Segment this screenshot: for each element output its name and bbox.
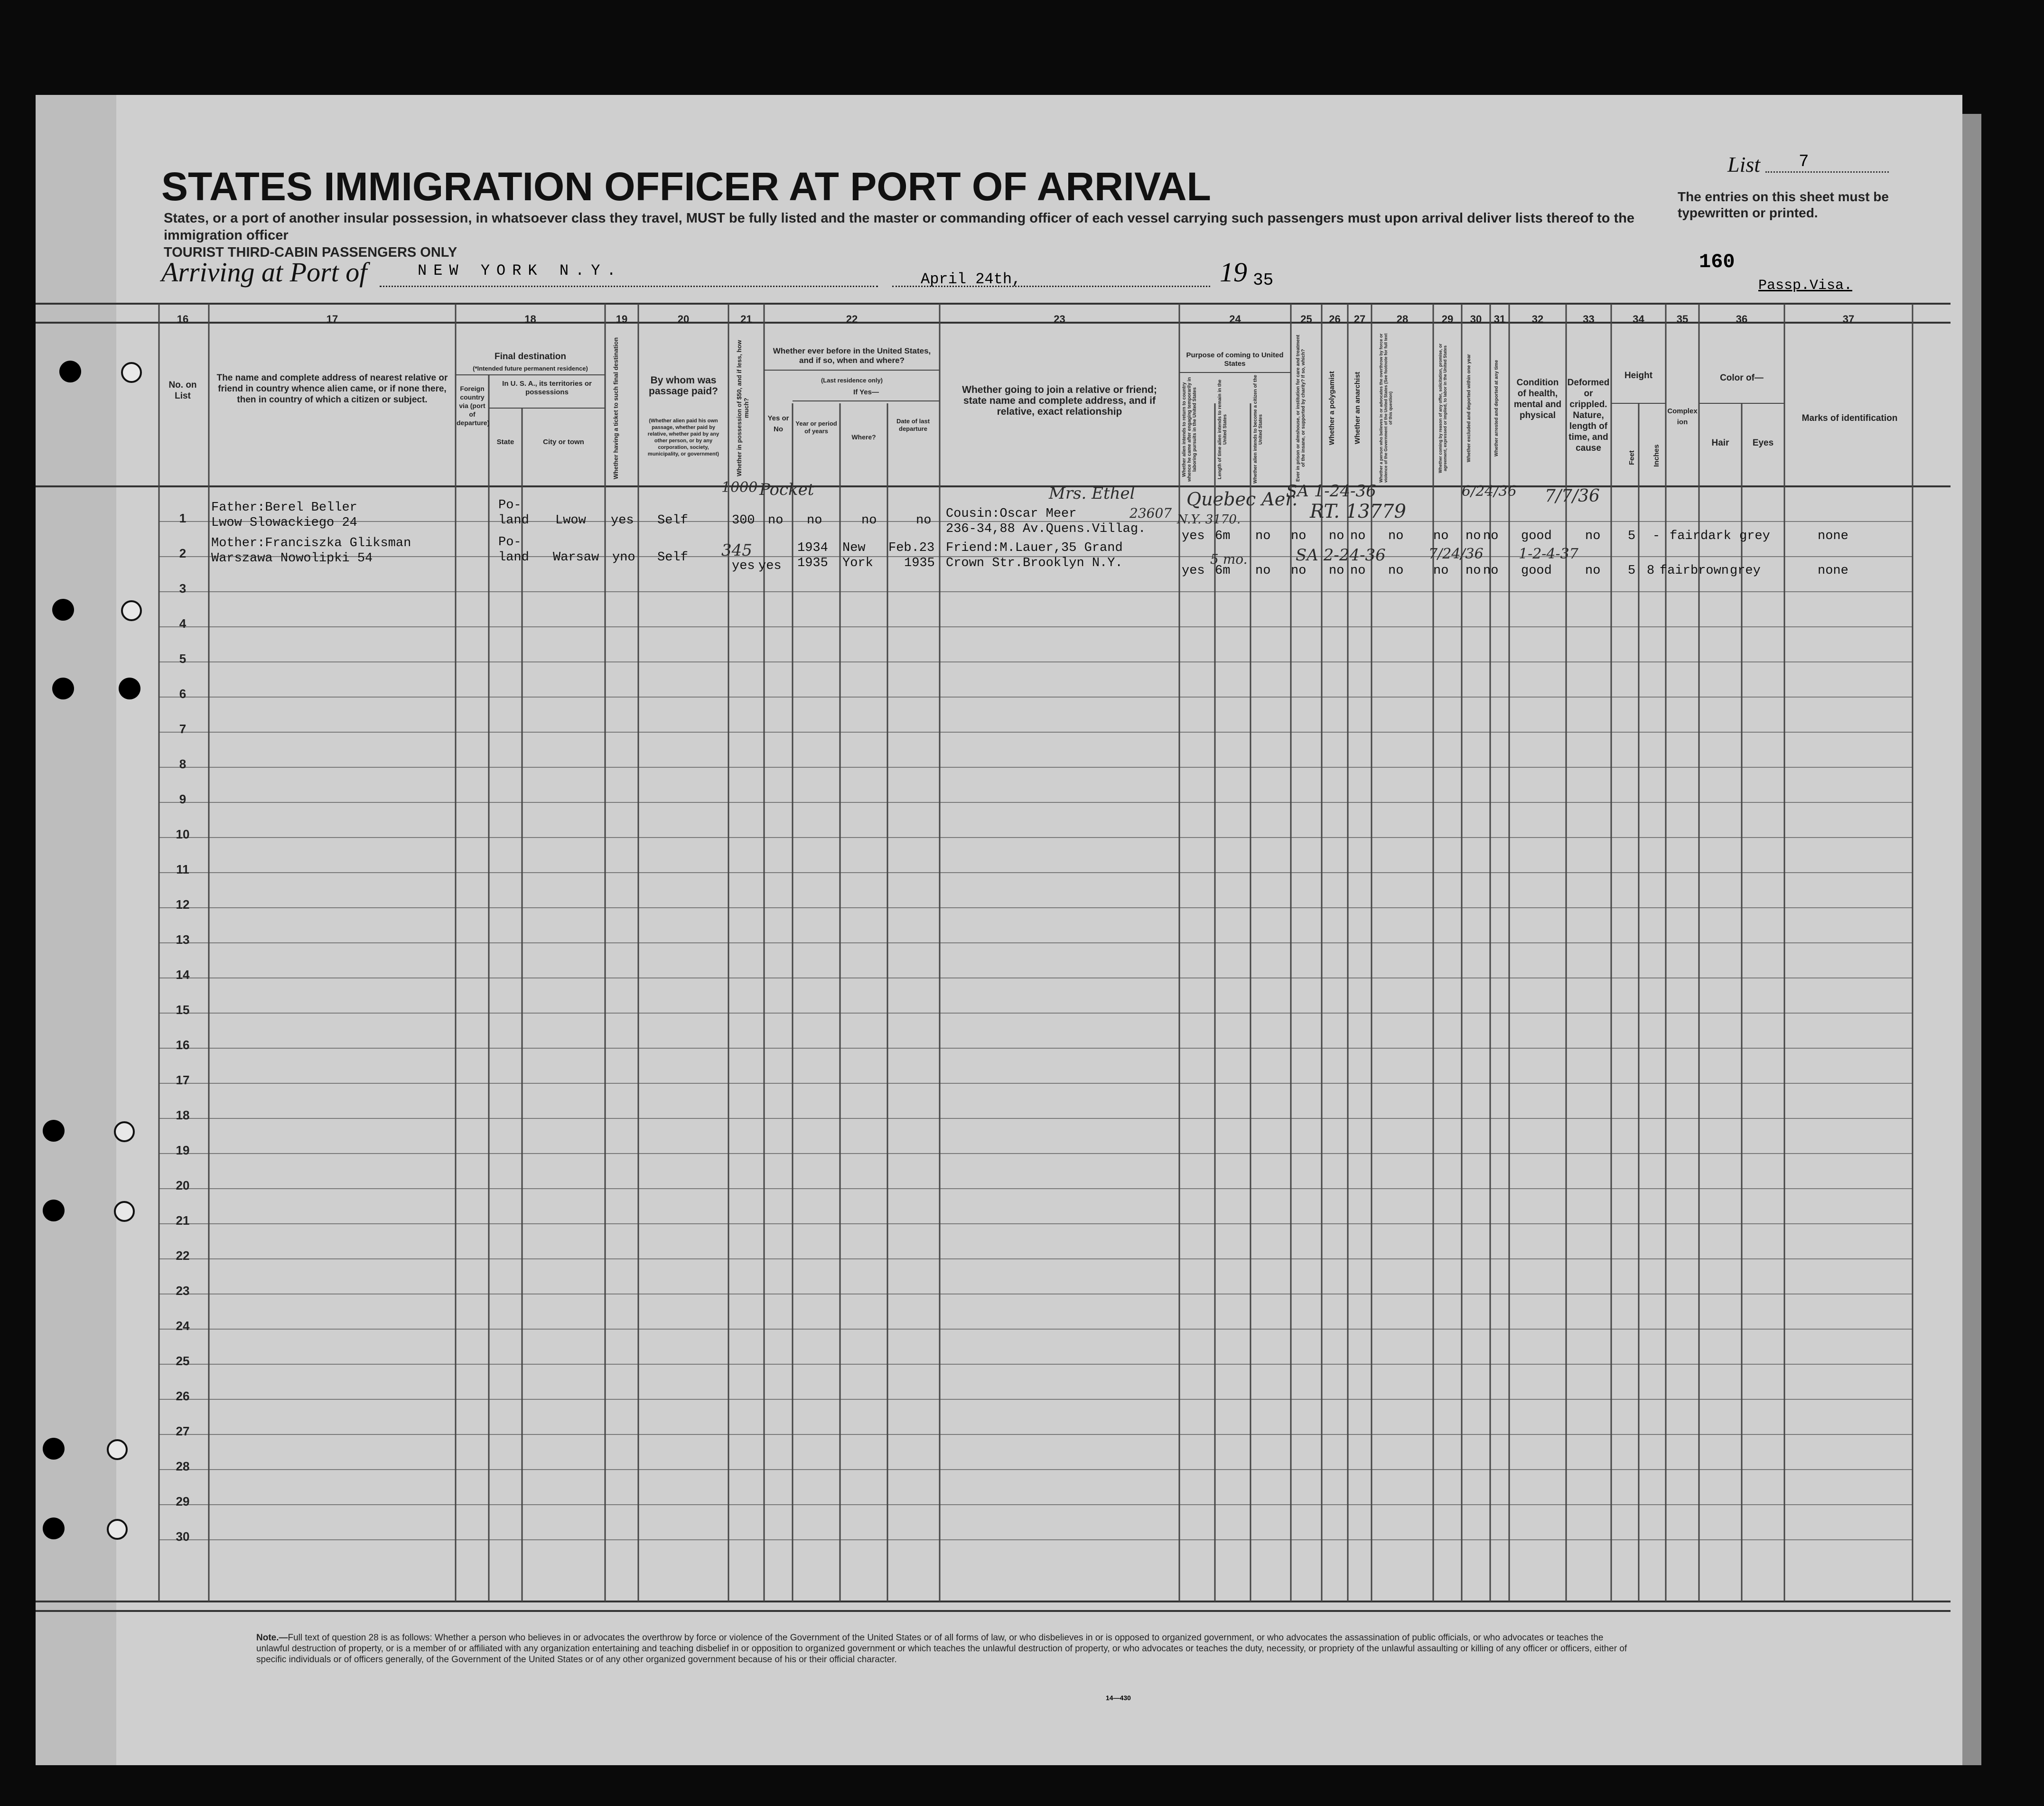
entry1-state-cont: land <box>498 513 529 528</box>
column-lines <box>159 304 1913 1601</box>
header-polygamist: Whether a polygamist <box>1328 371 1336 445</box>
header-eyes: Eyes <box>1752 438 1774 448</box>
row-number: 26 <box>176 1389 190 1403</box>
header-passage-paid-note: (Whether alien paid his own passage, whether paid by relative, whether paid by any other person, or by any corporation, society, municipality, or government) <box>647 418 719 457</box>
col-num-20: 20 <box>677 313 690 325</box>
row-number: 23 <box>176 1284 190 1298</box>
header-color: Color of— <box>1720 373 1764 383</box>
row-number: 27 <box>176 1424 190 1438</box>
entry2-money: yes <box>732 559 755 573</box>
header-health: Condition of health, mental and physical <box>1513 378 1562 420</box>
entry2-health: good <box>1521 564 1552 578</box>
entry1-ticket: yes <box>611 513 634 528</box>
entry1-deported: no <box>1483 529 1499 543</box>
row-number: 14 <box>176 968 190 982</box>
col-num-31: 31 <box>1493 313 1506 325</box>
header-been-before: Whether ever before in the United States, and if so, when and where? <box>773 346 931 365</box>
header-ticket: Whether having a ticket to such final destination <box>612 337 619 479</box>
row-number: 21 <box>176 1213 190 1228</box>
entry1-where: no <box>861 513 877 528</box>
handwritten-note: 6/24/36 <box>1462 483 1517 500</box>
entry2-ticket: yno <box>612 550 635 565</box>
header-city: City or town <box>543 438 584 446</box>
arrival-date: April 24th, <box>921 270 1021 288</box>
entry2-marks: none <box>1818 564 1848 578</box>
entry2-anarchist: no <box>1350 564 1366 578</box>
row-number: 2 <box>179 546 187 560</box>
typewritten-note: The entries on this sheet must be typewritten or printed. <box>1678 189 1889 220</box>
entry1-year: no <box>807 513 822 528</box>
entry1-relative-address: Lwow Slowackiego 24 <box>211 516 357 530</box>
row-number: 18 <box>176 1108 190 1122</box>
entry2-inches: 8 <box>1647 564 1655 578</box>
form-number: 14—430 <box>1106 1694 1131 1702</box>
entry1-inches: - <box>1652 529 1661 543</box>
col-num-17: 17 <box>326 313 338 325</box>
header-date-departure: Date of last departure <box>896 418 930 432</box>
list-number: 7 <box>1765 152 1889 173</box>
entry1-eyes: grey <box>1739 529 1770 543</box>
col-num-23: 23 <box>1054 313 1065 325</box>
entry2-paid-by: Self <box>657 550 688 565</box>
row-number: 9 <box>179 792 187 806</box>
col-num-27: 27 <box>1353 313 1366 325</box>
row-number: 5 <box>179 652 187 666</box>
header-in-usa: In U. S. A., its territories or possessions <box>502 380 592 396</box>
entry1-departure-date: no <box>916 513 932 528</box>
entry1-excluded: no <box>1465 529 1481 543</box>
col-num-24: 24 <box>1229 313 1241 325</box>
entry1-deformed: no <box>1585 529 1601 543</box>
row-number: 1 <box>179 511 187 525</box>
entry1-labor-offer: no <box>1433 529 1449 543</box>
header-deformed: Deformed or crippled. Nature, length of time, and cause <box>1567 378 1610 453</box>
entry2-complexion: fair <box>1660 564 1690 578</box>
header-citizen-intent: Whether alien intends to become a citizen of the United States <box>1253 375 1263 484</box>
entry2-state-cont: land <box>498 550 529 565</box>
handwritten-note: SA 2-24-36 <box>1296 546 1386 565</box>
entry2-departure-date: Feb.23 <box>888 541 935 555</box>
header-joining: Whether going to join a relative or friend; state name and complete address, and if relative, exact relationship <box>962 384 1157 417</box>
col-num-21: 21 <box>740 313 752 325</box>
header-labor-offer: Whether coming by reason of any offer, solicitation, promise, or agreement, expressed or implied, to labor in the United States <box>1438 343 1447 473</box>
entry2-joining-address: Crown Str.Brooklyn N.Y. <box>946 556 1123 570</box>
header-state: State <box>496 438 514 446</box>
col-num-28: 28 <box>1396 313 1409 325</box>
handwritten-note: 345 <box>721 541 752 560</box>
entry1-overthrow: no <box>1388 529 1404 543</box>
entry2-hair: brown <box>1690 564 1729 578</box>
entry1-hair: dark <box>1700 529 1731 543</box>
header-prison: Ever in prison or almshouse, or institution for care and treatment of the insane, or supported by charity? If so, which? <box>1296 335 1306 482</box>
entry2-state: Po- <box>498 535 522 549</box>
entry1-marks: none <box>1818 529 1848 543</box>
row-number: 12 <box>176 897 190 912</box>
entry2-excluded: no <box>1465 564 1481 578</box>
row-number: 4 <box>179 616 187 631</box>
handwritten-note: 23607 <box>1129 505 1172 521</box>
passenger-class: TOURIST THIRD-CABIN PASSENGERS ONLY <box>164 245 457 260</box>
row-number: 28 <box>176 1459 190 1473</box>
year-prefix: 19 <box>1220 257 1247 288</box>
handwritten-note: RT. 13779 <box>1310 501 1406 522</box>
header-final-destination: Final destination <box>495 352 566 362</box>
entry2-relative-name: Mother:Franciszka Gliksman <box>211 536 411 550</box>
header-inches: Inches <box>1652 444 1661 467</box>
row-number: 20 <box>176 1178 190 1192</box>
entry1-joining-address: 236-34,88 Av.Quens.Villag. <box>946 522 1146 536</box>
entry2-return: yes <box>1182 564 1205 578</box>
entry1-prison: no <box>1291 529 1307 543</box>
entry2-departure-year: 1935 <box>904 556 935 570</box>
entry2-been-before: yes <box>758 559 782 573</box>
grid-borders <box>36 304 1951 1611</box>
footnote-text: Full text of question 28 is as follows: Whether a person who believes in or advocates the overthrow by force or violence of the Government of the United States or of all forms of law, or who disbelieves in or is opposed to organized government, or who advocates the assassination of public officials, or who advocates or teaches the unlawful destruction of property, or is a member of or affiliated with any organization entertaining and teaching disbelief in or opposition to organized government or which teaches the unlawful destruction of property, or who advocates or teaches the duty, necessity, or propriety of the unlawful assaulting or killing of any officer or officers, either of specific individuals or of officers generally, of the Government of the United States or of any other organized government because of his or their official character. <box>256 1633 1627 1665</box>
entry1-paid-by: Self <box>657 513 688 528</box>
handwritten-note: Pocket <box>759 480 814 499</box>
row-number: 25 <box>176 1354 190 1368</box>
entry2-feet: 5 <box>1628 564 1636 578</box>
entry1-state: Po- <box>498 498 522 512</box>
handwritten-note: 7/24/36 <box>1428 546 1484 562</box>
row-number: 11 <box>176 862 189 876</box>
handwritten-note: 1-2-4-37 <box>1519 546 1578 562</box>
header-complexion: Complexion <box>1667 407 1698 426</box>
entry2-labor-offer: no <box>1433 564 1449 578</box>
col-num-22: 22 <box>846 313 858 325</box>
col-num-16: 16 <box>177 313 189 325</box>
row-number: 16 <box>176 1038 190 1052</box>
row-number: 30 <box>176 1529 190 1544</box>
row-number: 19 <box>176 1143 190 1157</box>
entry1-anarchist: no <box>1350 529 1366 543</box>
col-num-36: 36 <box>1736 313 1748 325</box>
intro-line: States, or a port of another insular possession, in whatsoever class they travel, MUST be fully listed and the master or commanding officer of each vessel carrying such passengers must upon arrival deliver lists thereof to the immigration officer <box>164 211 1635 243</box>
header-yes-no: Yes or No <box>767 414 789 433</box>
col-num-19: 19 <box>616 313 628 325</box>
header-deported: Whether arrested and deported at any time <box>1494 360 1499 456</box>
header-final-destination-note: (*Intended future permanent residence) <box>473 365 588 372</box>
header-last-residence: (Last residence only) <box>821 377 883 384</box>
entry2-deported: no <box>1483 564 1499 578</box>
header-list-number: No. on List <box>168 380 197 401</box>
entry2-citizen: no <box>1255 564 1271 578</box>
entry2-city: Warsaw <box>553 550 599 565</box>
handwritten-note: 5 mo. <box>1210 551 1248 567</box>
col-num-35: 35 <box>1676 313 1689 325</box>
entry2-overthrow: no <box>1388 564 1404 578</box>
entry1-citizen: no <box>1255 529 1271 543</box>
entry1-city: Lwow <box>555 513 586 528</box>
entry2-where: New <box>842 541 866 555</box>
row-number: 7 <box>179 722 187 736</box>
handwritten-note: SA 1-24-36 <box>1286 482 1376 501</box>
row-number: 8 <box>179 757 187 771</box>
row-number: 15 <box>176 1003 190 1017</box>
row-number: 13 <box>176 932 190 947</box>
handwritten-note: Quebec Aer. <box>1186 489 1298 510</box>
entry1-joining: Cousin:Oscar Meer <box>946 507 1077 521</box>
entry1-complexion: fair <box>1670 529 1700 543</box>
entry2-joining: Friend:M.Lauer,35 Grand <box>946 541 1123 555</box>
form-title: STATES IMMIGRATION OFFICER AT PORT OF ARRIVAL <box>161 164 1211 209</box>
entry2-polygamist: no <box>1329 564 1344 578</box>
col-num-26: 26 <box>1329 313 1341 325</box>
year-suffix: 35 <box>1253 270 1274 290</box>
header-nearest-relative: The name and complete address of nearest relative or friend in country whence alien came, or if none there, then in country of which a citizen or subject. <box>216 373 448 405</box>
entry1-health: good <box>1521 529 1552 543</box>
row-number: 10 <box>176 827 190 841</box>
handwritten-note: 1000 <box>721 479 758 496</box>
row-number: 24 <box>176 1319 190 1333</box>
header-overthrow: Whether a person who believes in or advocates the overthrow by force or violence of the Government of the United States (See footnote for full text of this question) <box>1379 333 1393 483</box>
entry1-feet: 5 <box>1628 529 1636 543</box>
row-number: 22 <box>176 1248 190 1263</box>
col-num-34: 34 <box>1633 313 1644 325</box>
col-num-37: 37 <box>1842 313 1855 325</box>
header-hair: Hair <box>1711 438 1729 448</box>
header-if-yes: If Yes— <box>853 388 879 396</box>
row-number: 29 <box>176 1494 190 1508</box>
entry2-eyes: grey <box>1730 564 1761 578</box>
entry2-length: 6m <box>1215 564 1231 578</box>
visa-label: Passp.Visa. <box>1758 278 1853 294</box>
row-number: 3 <box>179 581 187 596</box>
entry2-year: 1934 <box>797 541 828 555</box>
col-num-30: 30 <box>1470 313 1482 325</box>
header-feet: Feet <box>1628 450 1636 465</box>
entry2-year-cont: 1935 <box>797 556 828 570</box>
col-num-33: 33 <box>1583 313 1595 325</box>
page-number: 160 <box>1699 251 1735 273</box>
col-num-18: 18 <box>524 313 536 325</box>
header-height: Height <box>1624 371 1653 381</box>
row-number: 17 <box>176 1073 190 1087</box>
header-length-of-stay: Length of time alien intends to remain in the United States <box>1217 380 1228 480</box>
entry1-money: 300 <box>732 513 755 528</box>
header-return-intent: Whether alien intends to return to country whence he came after engaging temporarily in laboring pursuits in the United States <box>1182 377 1197 482</box>
port-value: NEW YORK N.Y. <box>418 262 623 279</box>
header-year-period: Year or period of years <box>795 420 837 435</box>
list-label: List <box>1727 152 1761 177</box>
footnote-lead: Note.— <box>256 1633 288 1643</box>
handwritten-note: 7/7/36 <box>1545 486 1600 506</box>
header-anarchist: Whether an anarchist <box>1353 372 1362 445</box>
header-purpose: Purpose of coming to United States <box>1186 351 1284 368</box>
entry1-polygamist: no <box>1329 529 1344 543</box>
header-marks: Marks of identification <box>1801 413 1898 423</box>
header-foreign-country: Foreign country via (port of departure) <box>457 385 490 427</box>
col-num-29: 29 <box>1441 313 1454 325</box>
entry1-return: yes <box>1182 529 1205 543</box>
header-where: Where? <box>851 433 876 441</box>
header-excluded: Whether excluded and deported within one year <box>1466 354 1472 462</box>
entry1-been-before: no <box>768 513 784 528</box>
header-money: Whether in possession of $50, and if less, how much? <box>736 340 750 476</box>
row-lines <box>159 521 1913 1540</box>
entry1-relative-name: Father:Berel Beller <box>211 501 357 515</box>
entry2-deformed: no <box>1585 564 1601 578</box>
row-number: 6 <box>179 687 187 701</box>
handwritten-note: Mrs. Ethel <box>1049 484 1135 503</box>
entry1-length: 6m <box>1215 529 1231 543</box>
handwritten-note: N.Y. 3170. <box>1177 512 1241 527</box>
col-num-32: 32 <box>1531 313 1544 325</box>
entry2-relative-address: Warszawa Nowolipki 54 <box>211 551 373 566</box>
footnote <box>256 1632 1633 1665</box>
entry2-where-cont: York <box>842 556 873 570</box>
header-passage-paid: By whom was passage paid? <box>649 375 718 397</box>
arriving-label: Arriving at Port of <box>161 257 367 288</box>
entry2-prison: no <box>1291 564 1307 578</box>
col-num-25: 25 <box>1300 313 1312 325</box>
